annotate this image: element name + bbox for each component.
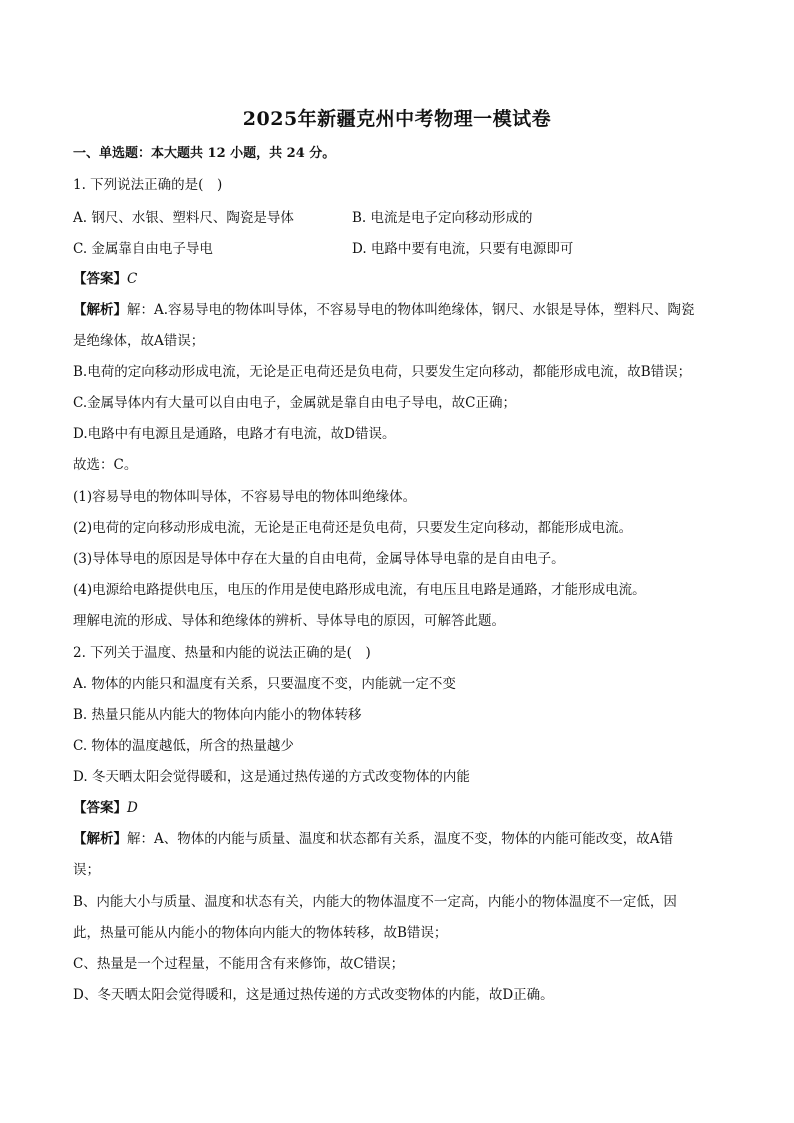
q1-analysis-line: 故选：C。 — [73, 457, 138, 473]
q2-analysis-line: D、冬天晒太阳会觉得暖和，这是通过热传递的方式改变物体的内能，故D正确。 — [73, 987, 554, 1003]
q2-option-d: D. 冬天晒太阳会觉得暖和，这是通过热传递的方式改变物体的内能 — [73, 769, 470, 785]
q2-option-c: C. 物体的温度越低，所含的热量越少 — [73, 738, 294, 754]
q2-answer-value: D — [127, 800, 138, 816]
analysis-tag: 【解析】 — [73, 831, 127, 847]
q1-option-a: A. 钢尺、水银、塑料尺、陶瓷是导体 — [73, 210, 294, 226]
page-title: 2025年新疆克州中考物理一模试卷 — [242, 108, 552, 130]
answer-tag: 【答案】 — [73, 271, 127, 287]
q1-analysis-line: (1)容易导电的物体叫导体，不容易导电的物体叫绝缘体。 — [73, 489, 417, 505]
q1-analysis-line — [73, 300, 695, 320]
q2-analysis-line: C、热量是一个过程量，不能用含有来修饰，故C错误； — [73, 956, 405, 972]
q1-analysis-line: (2)电荷的定向移动形成电流，无论是正电荷还是负电荷，只要发生定向移动，都能形成电流。 — [73, 520, 633, 536]
q1-analysis-text: 解：A.容易导电的物体叫导体，不容易导电的物体叫绝缘体，钢尺、水银是导体，塑料尺、陶瓷 — [127, 302, 695, 318]
q1-analysis-line: B.电荷的定向移动形成电流，无论是正电荷还是负电荷，只要发生定向移动，都能形成电流，故B错误； — [73, 364, 692, 380]
q1-option-b: B. 电流是电子定向移动形成的 — [352, 210, 533, 226]
q1-option-c: C. 金属靠自由电子导电 — [73, 241, 213, 257]
q1-analysis-line: D.电路中有电源且是通路，电路才有电流，故D错误。 — [73, 426, 396, 442]
q1-analysis-line: 理解电流的形成、导体和绝缘体的辨析、导体导电的原因，可解答此题。 — [73, 613, 505, 629]
q1-analysis-line: C.金属导体内有大量可以自由电子，金属就是靠自由电子导电，故C正确； — [73, 395, 516, 411]
question-1-stem: 1. 下列说法正确的是( ) — [73, 177, 223, 193]
q1-answer-value: C — [127, 271, 138, 287]
q2-analysis-line: B、内能大小与质量、温度和状态有关，内能大的物体温度不一定高，内能小的物体温度不一定低，因 — [73, 894, 677, 910]
answer-tag: 【答案】 — [73, 800, 127, 816]
q2-analysis-text: 解：A、物体的内能与质量、温度和状态都有关系，温度不变，物体的内能可能改变，故A错 — [127, 831, 673, 847]
analysis-tag: 【解析】 — [73, 302, 127, 318]
q2-option-a: A. 物体的内能只和温度有关系，只要温度不变，内能就一定不变 — [73, 676, 456, 692]
q2-answer-line — [73, 798, 138, 818]
q2-analysis-line: 误； — [73, 862, 100, 878]
q1-analysis-line: (4)电源给电路提供电压，电压的作用是使电路形成电流，有电压且电路是通路，才能形成电流。 — [73, 582, 646, 598]
q1-analysis-line: 是绝缘体，故A错误； — [73, 333, 205, 349]
q2-analysis-line: 此，热量可能从内能小的物体向内能大的物体转移，故B错误； — [73, 925, 448, 941]
q2-option-b: B. 热量只能从内能大的物体向内能小的物体转移 — [73, 707, 362, 723]
section-heading: 一、单选题：本大题共 12 小题，共 24 分。 — [73, 146, 336, 161]
q1-answer-line — [73, 269, 137, 289]
q1-analysis-line: (3)导体导电的原因是导体中存在大量的自由电荷，金属导体导电靠的是自由电子。 — [73, 551, 565, 567]
question-2-stem: 2. 下列关于温度、热量和内能的说法正确的是( ) — [73, 645, 371, 661]
q1-option-d: D. 电路中要有电流，只要有电源即可 — [352, 241, 574, 257]
q2-analysis-line — [73, 829, 673, 849]
